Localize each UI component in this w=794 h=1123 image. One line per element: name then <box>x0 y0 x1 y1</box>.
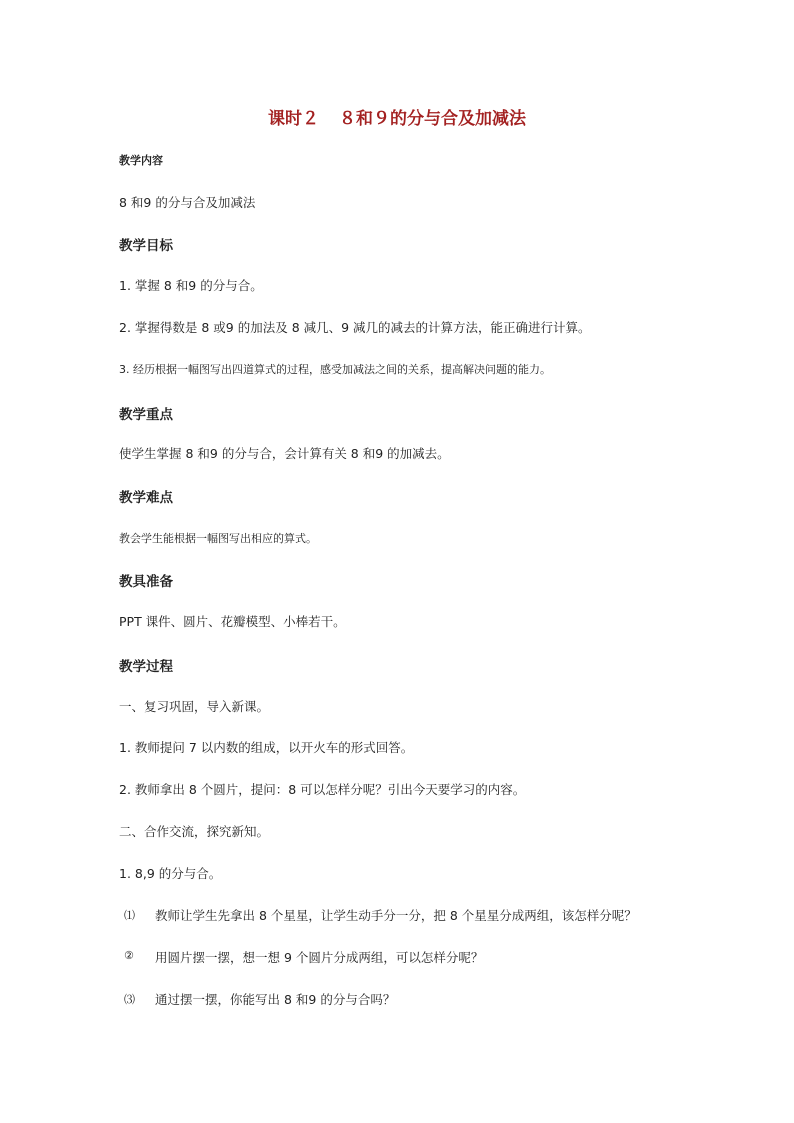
goal-1: 1. 掌握 8 和9 的分与合。 <box>119 278 263 293</box>
step-2-1: 1. 8,9 的分与合。 <box>119 866 222 881</box>
lesson-number: 课时２ <box>268 109 319 129</box>
sub-1-marker: ⑴ <box>124 909 135 922</box>
step-1-1: 1. 教师提问 7 以内数的组成，以开火车的形式回答。 <box>119 740 414 755</box>
sub-1-text: 教师让学生先拿出 8 个星星，让学生动手分一分，把 8 个星星分成两组，该怎样分呢？ <box>155 908 637 923</box>
difficulty-text: 教会学生能根据一幅图写出相应的算式。 <box>119 532 317 545</box>
key-text: 使学生掌握 8 和9 的分与合，会计算有关 8 和9 的加减去。 <box>119 446 450 461</box>
sub-3-marker: ⑶ <box>124 993 135 1006</box>
heading-content: 教学内容 <box>119 154 163 167</box>
lesson-topic: ８和９的分与合及加减法 <box>339 109 526 129</box>
heading-goals: 教学目标 <box>119 238 173 254</box>
goal-2: 2. 掌握得数是 8 或9 的加法及 8 减几、9 减几的减去的计算方法，能正确进行计算。 <box>119 320 591 335</box>
tools-text: PPT 课件、圆片、花瓣模型、小棒若干。 <box>119 614 346 629</box>
content-text: 8 和9 的分与合及加减法 <box>119 195 256 210</box>
sub-2-text: 用圆片摆一摆，想一想 9 个圆片分成两组，可以怎样分呢？ <box>155 950 484 965</box>
heading-difficulty: 教学难点 <box>119 490 173 506</box>
step-2: 二、合作交流，探究新知。 <box>119 824 270 839</box>
step-1-2: 2. 教师拿出 8 个圆片，提问：8 可以怎样分呢？引出今天要学习的内容。 <box>119 782 526 797</box>
heading-tools: 教具准备 <box>119 574 173 590</box>
sub-3-text: 通过摆一摆，你能写出 8 和9 的分与合吗？ <box>155 992 396 1007</box>
heading-key: 教学重点 <box>119 407 173 423</box>
page-title <box>0 104 794 129</box>
goal-3: 3. 经历根据一幅图写出四道算式的过程，感受加减法之间的关系，提高解决问题的能力。 <box>119 363 551 376</box>
sub-2-marker: ② <box>124 949 134 962</box>
heading-process: 教学过程 <box>119 659 173 675</box>
step-1: 一、复习巩固，导入新课。 <box>119 699 270 714</box>
